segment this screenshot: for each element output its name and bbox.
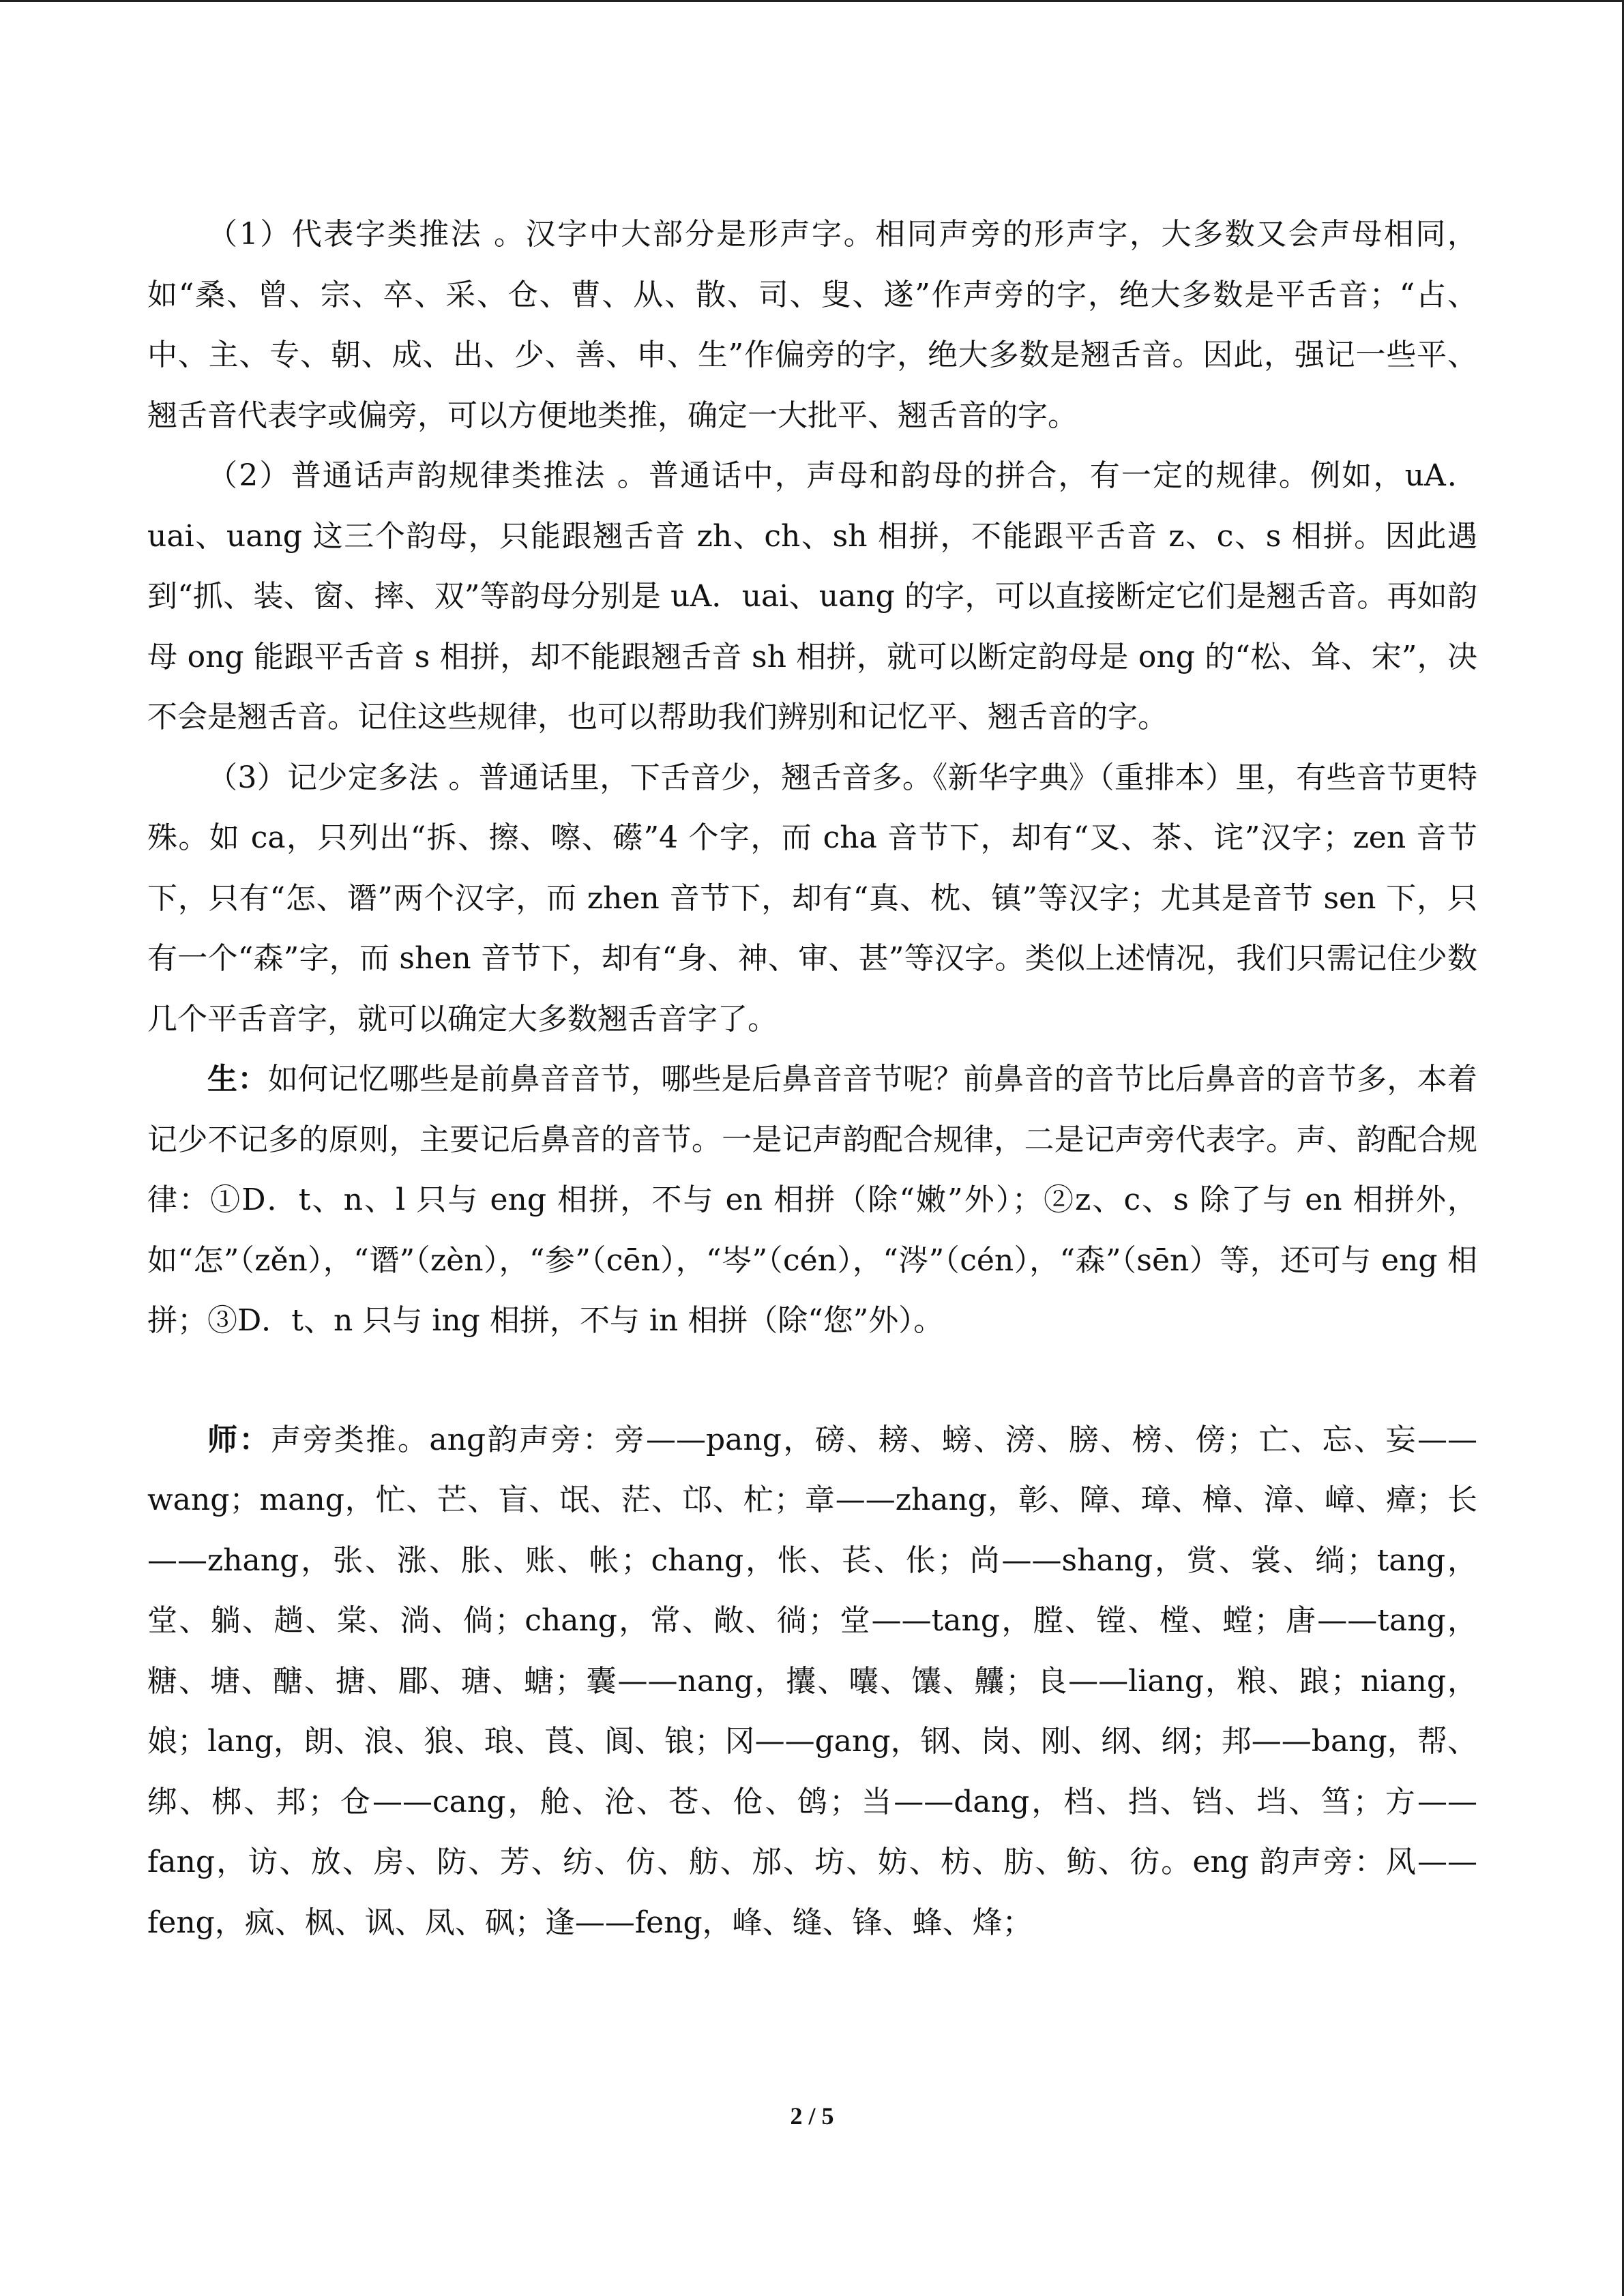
student-text: 如何记忆哪些是前鼻音音节，哪些是后鼻音音节呢？前鼻音的音节比后鼻音的音节多，本着记少不记多的原则，主要记后鼻音的音节。一是记声韵配合规律，二是记声旁代表字。声、韵配合规律：①D．t、n、l 只与 eng 相拼，不与 en 相拼（除“嫩”外）；②z、c、s 除了与 en 相拼外，如“怎”（zěn），“谮”（zèn），“参”（cēn），“岑”（cén），“涔”（cén），“森”（sēn）等，还可与 eng 相拼；③D．t、n 只与 ing 相拼，不与 in 相拼（除“您”外）。: [147, 1062, 1478, 1338]
document-body: [147, 205, 1477, 1953]
paragraph-teacher-answer: [147, 1410, 1477, 1954]
paragraph-representative-char-method: （1）代表字类推法 。汉字中大部分是形声字。相同声旁的形声字，大多数又会声母相同，如“桑、曾、宗、卒、采、仓、曹、从、散、司、叟、遂”作声旁的字，绝大多数是平舌音；“占、中、主、专、朝、成、出、少、善、申、生”作偏旁的字，绝大多数是翘舌音。因此，强记一些平、翘舌音代表字或偏旁，可以方便地类推，确定一大批平、翘舌音的字。: [147, 217, 1477, 433]
page-border-top: [0, 0, 1624, 2]
paragraph-initial-final-rule-method: （2）普通话声韵规律类推法 。普通话中，声母和韵母的拼合，有一定的规律。例如，uA．uai、uang 这三个韵母，只能跟翘舌音 zh、ch、sh 相拼，不能跟平舌音 z、c、s 相拼。因此遇到“抓、装、窗、摔、双”等韵母分别是 uA．uai、uang 的字，可以直接断定它们是翘舌音。再如韵母 ong 能跟平舌音 s 相拼，却不能跟翘舌音 sh 相拼，就可以断定韵母是 ong 的“松、耸、宋”，决不会是翘舌音。记住这些规律，也可以帮助我们辨别和记忆平、翘舌音的字。: [147, 458, 1477, 734]
paragraph-student-question: [147, 1049, 1477, 1352]
speaker-label-student: 生：: [207, 1062, 268, 1097]
paragraph-gap: [147, 1352, 1477, 1410]
speaker-label-teacher: 师：: [207, 1422, 271, 1457]
paragraph-remember-few-method: （3）记少定多法 。普通话里，下舌音少，翘舌音多。《新华字典》（重排本）里，有些音节更特殊。如 ca，只列出“拆、擦、嚓、礤”4 个字，而 cha 音节下，却有“叉、茶、诧”汉字；zen 音节下，只有“怎、谮”两个汉字，而 zhen 音节下，却有“真、枕、镇”等汉字；尤其是音节 sen 下，只有一个“森”字，而 shen 音节下，却有“身、神、审、甚”等汉字。类似上述情况，我们只需记住少数几个平舌音字，就可以确定大多数翘舌音字了。: [147, 760, 1477, 1037]
page-number: 2 / 5: [790, 2102, 834, 2130]
teacher-text: 声旁类推。anɡ韵声旁：旁——pang，磅、耪、螃、滂、膀、榜、傍；亡、忘、妄——wang；mang，忙、芒、盲、氓、茫、邙、杧；章——zhang，彰、障、璋、樟、漳、嶂、瘴；长——zhang，张、涨、胀、账、帐；chang，怅、苌、伥；尚——shang，赏、裳、绱；tang，堂、躺、趟、棠、淌、倘；chang，常、敞、徜；堂——tang，膛、镗、樘、螳；唐——tang，糖、塘、醣、搪、郿、瑭、螗；囊——nang，攮、囔、馕、齉；良——liang，粮、踉；niang，娘；lang，朗、浪、狼、琅、莨、阆、锒；冈——gang，钢、岗、刚、纲、纲；邦——bang，帮、绑、梆、邦；仓——cang，舱、沧、苍、伧、鸧；当——dang，档、挡、铛、垱、筜；方——fang，访、放、房、防、芳、纺、仿、舫、邡、坊、妨、枋、肪、鲂、彷。eng 韵声旁：风——feng，疯、枫、讽、凤、砜；逢——feng，峰、缝、锋、蜂、烽；: [147, 1422, 1478, 1940]
